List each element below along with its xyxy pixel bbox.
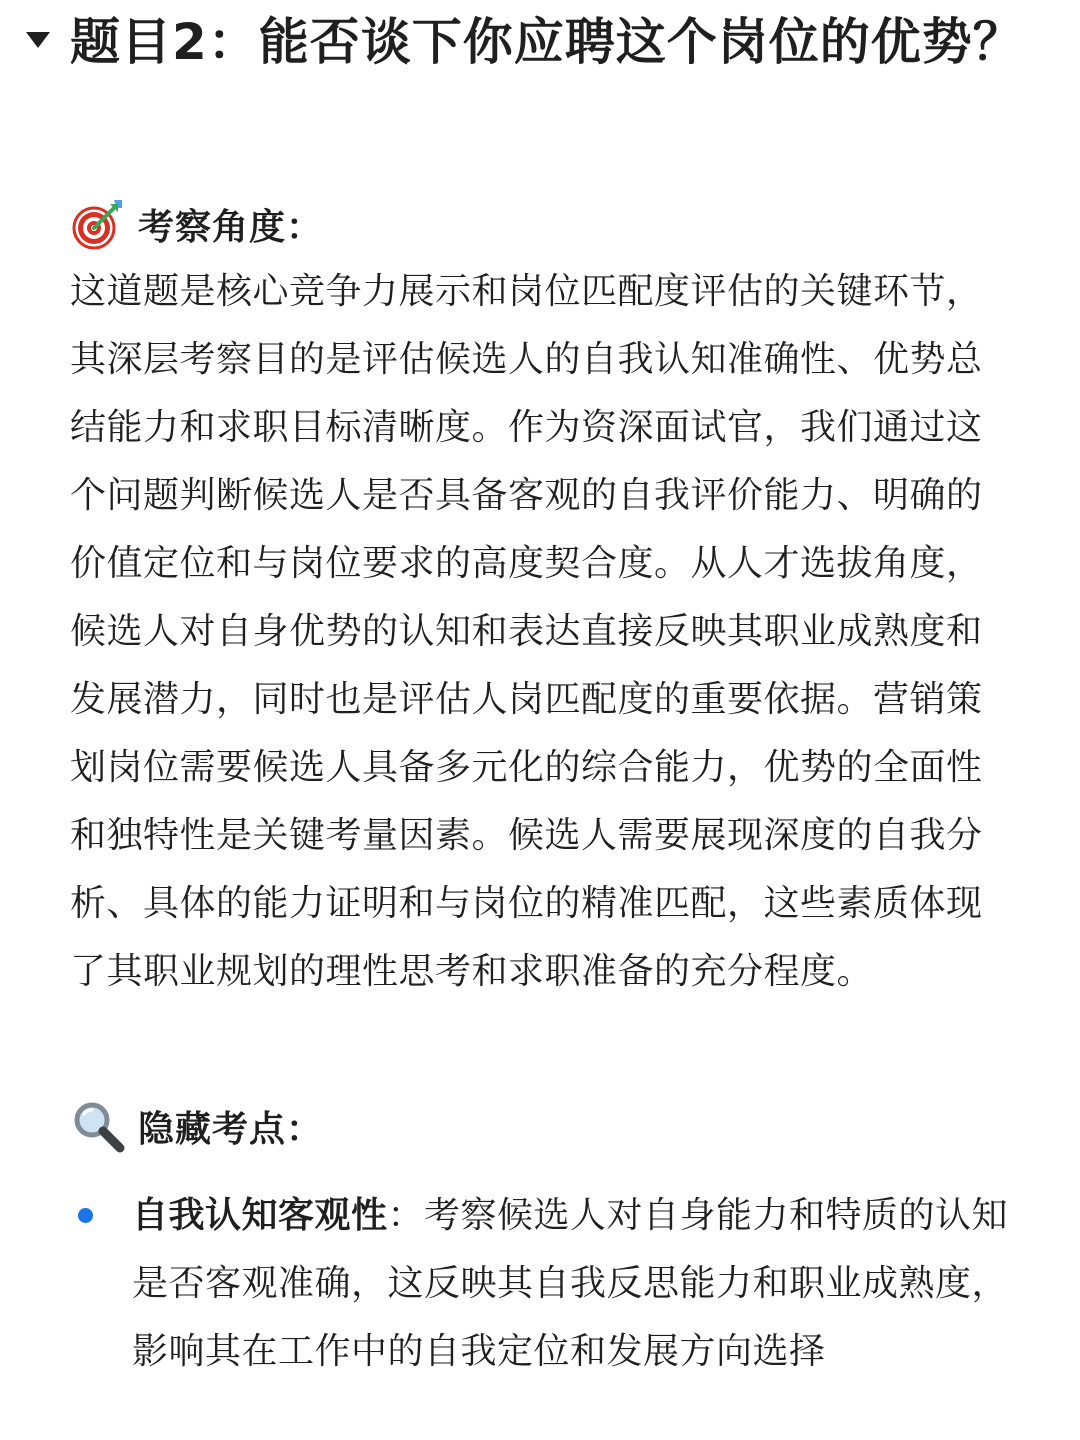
question-heading: 题目2：能否谈下你应聘这个岗位的优势？ — [70, 13, 1024, 71]
magnifying-glass-icon — [70, 1098, 126, 1154]
angle-paragraph: 这道题是核心竞争力展示和岗位匹配度评估的关键环节，其深层考察目的是评估候选人的自我认知准确性、优势总结能力和求职目标清晰度。作为资深面试官，我们通过这个问题判断候选人是否具备客观的自我评价能力、明确的价值定位和与岗位要求的高度契合度。从人才选拔角度，候选人对自身优势的认知和表达直接反映其职业成熟度和发展潜力，同时也是评估人岗匹配度的重要依据。营销策划岗位需要候选人具备多元化的综合能力，优势的全面性和独特性是关键考量因素。候选人需要展现深度的自我分析、具体的能力证明和与岗位的精准匹配，这些素质体现了其职业规划的理性思考和求职准备的充分程度。 — [70, 271, 983, 992]
section-title-angle — [70, 196, 323, 252]
section-title-label: 考察角度： — [138, 206, 324, 248]
section-title-hidden — [70, 1098, 323, 1154]
section-title-label: 隐藏考点： — [138, 1108, 324, 1150]
bullet-separator: ： — [387, 1195, 425, 1236]
direct-hit-target-icon — [70, 196, 126, 252]
collapse-toggle-icon[interactable] — [26, 32, 50, 48]
bullet-term: 自我认知客观性 — [132, 1195, 388, 1236]
bullet-description: 考察候选人对自身能力和特质的认知是否客观准确，这反映其自我反思能力和职业成熟度，影响其在工作中的自我定位和发展方向选择 — [132, 1195, 1009, 1372]
hidden-points-list — [70, 1182, 1020, 1386]
bullet-dot-icon — [78, 1208, 93, 1223]
list-item — [70, 1182, 1020, 1386]
